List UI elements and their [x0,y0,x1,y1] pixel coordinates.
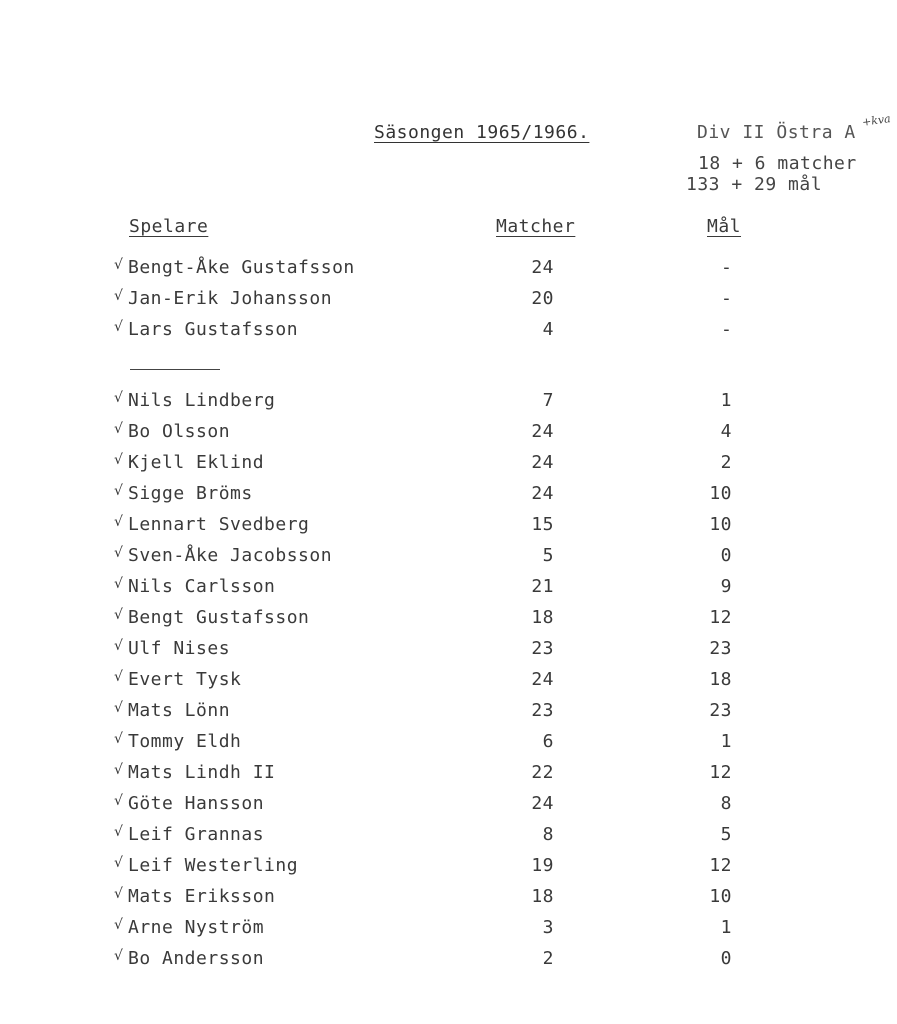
player-name: Lennart Svedberg [128,514,310,535]
season-title: Säsongen 1965/1966. [374,122,590,143]
player-name: Arne Nyström [128,917,265,938]
goals-value: 23 [709,638,732,659]
check-mark-icon: √ [114,762,124,778]
matches-value: 24 [531,483,554,504]
goals-value: - [721,288,733,309]
check-mark-icon: √ [114,700,124,716]
player-name: Bo Olsson [128,421,231,442]
table-row [0,390,897,420]
goals-summary: 133 + 29 mål [686,174,823,195]
check-mark-icon: √ [114,638,124,654]
goals-value: 1 [720,917,732,938]
matches-value: 18 [531,886,554,907]
column-header-goals: Mål [707,216,742,237]
goals-value: 12 [709,607,732,628]
matches-value: 6 [542,731,554,752]
goals-value: 9 [720,576,732,597]
player-name: Leif Grannas [128,824,265,845]
player-name: Nils Carlsson [128,576,276,597]
player-name: Nils Lindberg [128,390,276,411]
column-header-matches: Matcher [496,216,576,237]
goals-value: 10 [709,886,732,907]
player-name: Lars Gustafsson [128,319,299,340]
check-mark-icon: √ [114,452,124,468]
check-mark-icon: √ [114,793,124,809]
player-name: Bengt-Åke Gustafsson [128,257,355,278]
matches-value: 22 [531,762,554,783]
goals-value: 10 [709,483,732,504]
matches-value: 23 [531,700,554,721]
matches-value: 24 [531,793,554,814]
check-mark-icon: √ [114,421,124,437]
goals-value: 0 [720,545,732,566]
player-name: Ulf Nises [128,638,231,659]
player-name: Sven-Åke Jacobsson [128,545,333,566]
player-name: Mats Lindh II [128,762,276,783]
check-mark-icon: √ [114,545,124,561]
table-row [0,948,897,978]
matches-value: 7 [542,390,554,411]
player-name: Evert Tysk [128,669,242,690]
check-mark-icon: √ [114,824,124,840]
goals-value: 5 [720,824,732,845]
player-name: Mats Eriksson [128,886,276,907]
table-row [0,855,897,885]
table-row [0,638,897,668]
table-row [0,886,897,916]
player-name: Leif Westerling [128,855,299,876]
goals-value: 18 [709,669,732,690]
table-row [0,576,897,606]
goals-value: 2 [720,452,732,473]
player-name: Kjell Eklind [128,452,265,473]
table-row [0,824,897,854]
group-separator [130,369,220,371]
goals-value: 0 [720,948,732,969]
matches-value: 24 [531,421,554,442]
matches-value: 24 [531,257,554,278]
check-mark-icon: √ [114,731,124,747]
table-row [0,731,897,761]
matches-summary: 18 + 6 matcher [698,153,857,174]
table-row [0,483,897,513]
goals-value: 4 [720,421,732,442]
check-mark-icon: √ [114,886,124,902]
check-mark-icon: √ [114,319,124,335]
player-name: Jan-Erik Johansson [128,288,333,309]
matches-value: 15 [531,514,554,535]
check-mark-icon: √ [114,257,124,273]
goals-value: - [721,319,733,340]
goals-value: 23 [709,700,732,721]
table-row [0,917,897,947]
table-row [0,514,897,544]
table-row [0,319,897,349]
table-row [0,669,897,699]
table-row [0,421,897,451]
matches-value: 18 [531,607,554,628]
player-name: Bo Andersson [128,948,265,969]
table-row [0,257,897,287]
handwritten-note: +kva [861,112,892,129]
player-name: Göte Hansson [128,793,265,814]
matches-value: 21 [531,576,554,597]
player-name: Bengt Gustafsson [128,607,310,628]
table-row [0,452,897,482]
check-mark-icon: √ [114,948,124,964]
goals-value: 8 [720,793,732,814]
goals-value: 1 [720,731,732,752]
matches-value: 3 [542,917,554,938]
table-row [0,700,897,730]
goals-value: 10 [709,514,732,535]
table-row [0,607,897,637]
column-header-player: Spelare [129,216,209,237]
table-row [0,762,897,792]
check-mark-icon: √ [114,917,124,933]
matches-value: 19 [531,855,554,876]
table-row [0,793,897,823]
player-name: Mats Lönn [128,700,231,721]
player-name: Tommy Eldh [128,731,242,752]
check-mark-icon: √ [114,576,124,592]
check-mark-icon: √ [114,514,124,530]
matches-value: 5 [542,545,554,566]
check-mark-icon: √ [114,288,124,304]
check-mark-icon: √ [114,669,124,685]
goals-value: - [721,257,733,278]
table-row [0,288,897,318]
matches-value: 24 [531,669,554,690]
goals-value: 1 [720,390,732,411]
matches-value: 20 [531,288,554,309]
check-mark-icon: √ [114,855,124,871]
division-label: Div II Östra A [697,122,856,143]
check-mark-icon: √ [114,483,124,499]
matches-value: 23 [531,638,554,659]
table-row [0,545,897,575]
check-mark-icon: √ [114,607,124,623]
matches-value: 4 [542,319,554,340]
check-mark-icon: √ [114,390,124,406]
matches-value: 8 [542,824,554,845]
matches-value: 2 [542,948,554,969]
player-name: Sigge Bröms [128,483,253,504]
goals-value: 12 [709,762,732,783]
matches-value: 24 [531,452,554,473]
goals-value: 12 [709,855,732,876]
